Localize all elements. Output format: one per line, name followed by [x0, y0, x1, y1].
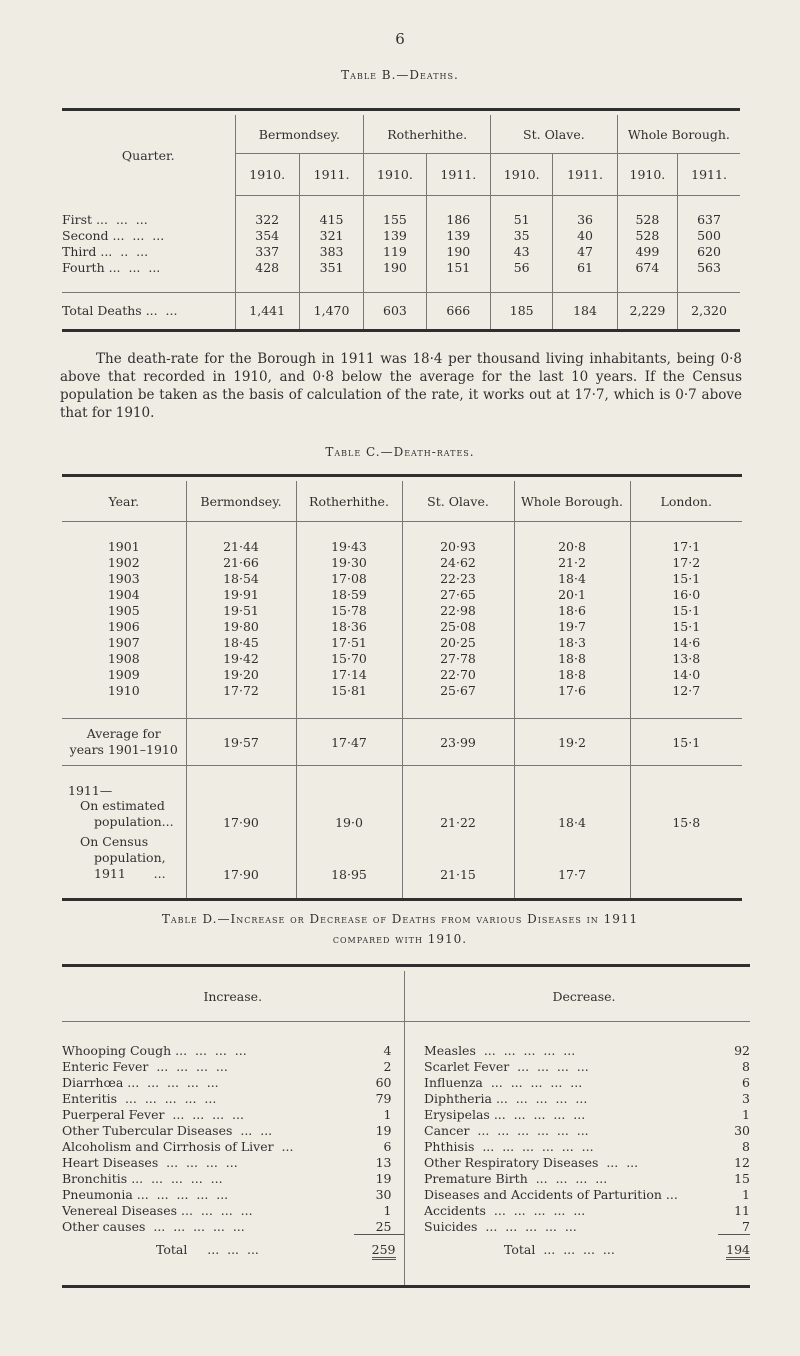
year-header: 1911. [426, 154, 490, 195]
cell: 15·78 [296, 602, 402, 618]
cell: 499 [617, 244, 677, 260]
disease-value: 6 [742, 1074, 750, 1090]
year-header: 1910. [491, 154, 553, 195]
column-header: Whole Borough. [514, 481, 630, 522]
cell: 12·7 [630, 682, 742, 698]
year-cell: 1909 [107, 666, 140, 682]
disease-value: 8 [742, 1058, 750, 1074]
table-row: Bronchitis ... ... ... ... ... 19 Premature Birth ... ... ... ... 15 [62, 1170, 750, 1186]
column-header: St. Olave. [402, 481, 514, 522]
cell: 22·98 [402, 602, 514, 618]
year-cell: 1904 [107, 586, 140, 602]
disease-value: 1 [742, 1186, 750, 1202]
table-row [62, 682, 742, 698]
table-c [62, 474, 742, 903]
cell: 563 [678, 260, 740, 276]
disease-value: 4 [383, 1042, 392, 1058]
cell: 15·8 [630, 798, 742, 830]
cell: 500 [678, 228, 740, 244]
cell: 428 [235, 260, 299, 276]
table-row: Puerperal Fever ... ... ... ... 1 Erysipelas ... ... ... ... ... 1 [62, 1106, 750, 1122]
total-cell: 2,320 [678, 292, 740, 330]
district-header: Whole Borough. [617, 115, 740, 154]
table-row: Fourth ... ... ... 428 351 190 151 56 61 674 563 [62, 260, 740, 276]
disease-value: 8 [742, 1138, 750, 1154]
table-row [62, 570, 742, 586]
cell: 18·6 [514, 602, 630, 618]
cell: 17·2 [630, 554, 742, 570]
death-rate-paragraph: The death-rate for the Borough in 1911 was 18·4 per thousand living inhabitants, being 0·8 above that recorded in 1910, and 0·8 below the average for the last 10 years. If the Census population be taken as the basis of calculation of the rate, it works out at 17·7, which is 0·7 above that for 1910. [60, 351, 742, 421]
decrease-header: Decrease. [418, 971, 750, 1022]
total-row: Total ... ... ... 259 Total ... ... ... ... 194 [62, 1235, 750, 1265]
cell: 56 [491, 260, 553, 276]
disease-label: Alcoholism and Cirrhosis of Liver [62, 1138, 274, 1154]
increase-header: Increase. [62, 971, 404, 1022]
table-row: First ... ... ... 322 415 155 186 51 36 528 637 [62, 212, 740, 228]
year-header: 1911. [553, 154, 617, 195]
cell: 16·0 [630, 586, 742, 602]
disease-label: Premature Birth [424, 1170, 528, 1186]
disease-value: 19 [375, 1122, 392, 1138]
cell: 27·78 [402, 650, 514, 666]
district-header: Rotherhithe. [364, 115, 491, 154]
cell: 190 [426, 244, 490, 260]
disease-value: 1 [742, 1106, 750, 1122]
table-row: Whooping Cough ... ... ... ... 4 Measles ... ... ... ... ... 92 [62, 1042, 750, 1058]
table-b [62, 108, 740, 334]
cell: 22·70 [402, 666, 514, 682]
cell: 19·43 [296, 538, 402, 554]
cell: 18·4 [514, 798, 630, 830]
cell: 18·4 [514, 570, 630, 586]
total-cell: 184 [553, 292, 617, 330]
disease-value: 1 [383, 1106, 392, 1122]
disease-label: Measles [424, 1042, 476, 1058]
cell: 17·7 [514, 830, 630, 882]
cell: 25·08 [402, 618, 514, 634]
total-cell: 1,441 [235, 292, 299, 330]
cell: 17·1 [630, 538, 742, 554]
cell: 20·1 [514, 586, 630, 602]
district-header: St. Olave. [491, 115, 618, 154]
table-row: Other Tubercular Diseases ... ... 19 Cancer ... ... ... ... ... ... 30 [62, 1122, 750, 1138]
estimated-label: On estimated [80, 798, 165, 813]
cell: 21·2 [514, 554, 630, 570]
year-cell: 1910 [107, 682, 140, 698]
total-label: Total [504, 1242, 536, 1257]
cell: 18·36 [296, 618, 402, 634]
disease-value: 12 [734, 1154, 750, 1170]
cell: 15·1 [630, 618, 742, 634]
cell: 151 [426, 260, 490, 276]
disease-label: Venereal Diseases [62, 1202, 178, 1218]
year-cell: 1902 [107, 554, 140, 570]
cell: 155 [364, 212, 426, 228]
disease-label: Other Respiratory Diseases [424, 1154, 599, 1170]
disease-label: Pneumonia [62, 1186, 133, 1202]
cell: 36 [553, 212, 617, 228]
table-row [62, 554, 742, 570]
cell: 19·2 [514, 719, 630, 766]
year-header: Year. [62, 481, 186, 522]
table-row [62, 538, 742, 554]
disease-label: Whooping Cough [62, 1042, 172, 1058]
cell: 47 [553, 244, 617, 260]
cell: 20·25 [402, 634, 514, 650]
disease-label: Heart Diseases [62, 1154, 159, 1170]
table-c-title: Table C.—Death-rates. [325, 445, 475, 459]
cell: 18·54 [186, 570, 296, 586]
year-cell: 1906 [107, 618, 140, 634]
disease-value: 11 [734, 1202, 750, 1218]
cell: 354 [235, 228, 299, 244]
total-cell: 1,470 [299, 292, 363, 330]
cell: 19·51 [186, 602, 296, 618]
census-row: On Census population, 1911 ... 17·90 18·95 21·15 17·7 [62, 830, 742, 882]
disease-label: Accidents [424, 1202, 486, 1218]
disease-value: 79 [375, 1090, 392, 1106]
cell: 139 [426, 228, 490, 244]
cell: 17·14 [296, 666, 402, 682]
census-label: population, [94, 850, 166, 865]
table-row: Second ... ... ... 354 321 139 139 35 40 528 500 [62, 228, 740, 244]
table-row: Alcoholism and Cirrhosis of Liver ... 6 Phthisis ... ... ... ... ... ... 8 [62, 1138, 750, 1154]
disease-value: 1 [383, 1202, 392, 1218]
cell: 18·8 [514, 650, 630, 666]
cell: 18·3 [514, 634, 630, 650]
disease-value: 15 [734, 1170, 750, 1186]
cell: 415 [299, 212, 363, 228]
disease-label: Erysipelas [424, 1106, 490, 1122]
cell: 21·44 [186, 538, 296, 554]
cell: 21·66 [186, 554, 296, 570]
disease-label: Enteritis [62, 1090, 118, 1106]
quarter-label: Third [62, 244, 97, 259]
disease-value: 92 [734, 1042, 750, 1058]
cell: 35 [491, 228, 553, 244]
cell: 17·6 [514, 682, 630, 698]
cell: 15·70 [296, 650, 402, 666]
cell: 43 [491, 244, 553, 260]
disease-label: Suicides [424, 1218, 478, 1234]
total-cell: 603 [364, 292, 426, 330]
disease-label: Phthisis [424, 1138, 475, 1154]
cell: 18·8 [514, 666, 630, 682]
total-label: Total Deaths [62, 303, 142, 318]
cell: 637 [678, 212, 740, 228]
cell: 19·80 [186, 618, 296, 634]
disease-value: 30 [375, 1186, 392, 1202]
cell: 17·51 [296, 634, 402, 650]
cell: 19·91 [186, 586, 296, 602]
cell: 19·57 [186, 719, 296, 766]
disease-label: Bronchitis [62, 1170, 128, 1186]
cell: 19·42 [186, 650, 296, 666]
average-label: Average for [86, 726, 161, 741]
table-row: Other causes ... ... ... ... ... 25 Suicides ... ... ... ... ... 7 [62, 1218, 750, 1234]
total-row: Total Deaths ... ... 1,441 1,470 603 666 185 184 2,229 2,320 [62, 292, 740, 330]
average-label: years 1901–1910 [69, 742, 178, 757]
cell: 17·08 [296, 570, 402, 586]
cell: 119 [364, 244, 426, 260]
cell: 674 [617, 260, 677, 276]
estimated-row [62, 798, 742, 830]
cell: 18·95 [296, 830, 402, 882]
cell: 15·1 [630, 719, 742, 766]
cell: 40 [553, 228, 617, 244]
table-row [62, 618, 742, 634]
year-header: 1911. [678, 154, 740, 195]
cell: 19·30 [296, 554, 402, 570]
table-d-title: Table D.—Increase or Decrease of Deaths from various Diseases in 1911 [161, 912, 639, 926]
table-row [62, 650, 742, 666]
disease-label: Puerperal Fever [62, 1106, 165, 1122]
table-row: Pneumonia ... ... ... ... ... 30 Diseases and Accidents of Parturition ... 1 [62, 1186, 750, 1202]
cell: 20·8 [514, 538, 630, 554]
disease-label: Other Tubercular Diseases [62, 1122, 233, 1138]
cell: 20·93 [402, 538, 514, 554]
cell: 322 [235, 212, 299, 228]
table-row: Heart Diseases ... ... ... ... 13 Other Respiratory Diseases ... ... 12 [62, 1154, 750, 1170]
cell: 25·67 [402, 682, 514, 698]
disease-value: 3 [742, 1090, 750, 1106]
census-label: On Census [80, 834, 149, 849]
quarter-label: Fourth [62, 260, 105, 275]
year-cell: 1901 [107, 538, 140, 554]
column-header: Rotherhithe. [296, 481, 402, 522]
column-header: Bermondsey. [186, 481, 296, 522]
disease-value: 13 [375, 1154, 392, 1170]
disease-label: Influenza [424, 1074, 483, 1090]
quarter-header: Quarter. [121, 147, 175, 163]
table-d [62, 964, 750, 1290]
cell: 139 [364, 228, 426, 244]
year-header: 1910. [364, 154, 426, 195]
disease-label: Diphtheria [424, 1090, 492, 1106]
year-cell: 1905 [107, 602, 140, 618]
cell: 17·90 [186, 798, 296, 830]
year-1911-label: 1911— [68, 782, 113, 798]
disease-value: 30 [734, 1122, 750, 1138]
cell: 351 [299, 260, 363, 276]
cell: 19·20 [186, 666, 296, 682]
cell: 18·59 [296, 586, 402, 602]
year-header: 1910. [617, 154, 677, 195]
table-row [62, 602, 742, 618]
estimated-label: population... [94, 814, 174, 829]
disease-value: 7 [742, 1218, 750, 1234]
cell: 14·0 [630, 666, 742, 682]
disease-label: Other causes [62, 1218, 146, 1234]
cell: 321 [299, 228, 363, 244]
total-cell: 185 [491, 292, 553, 330]
year-header: 1910. [235, 154, 299, 195]
cell: 190 [364, 260, 426, 276]
cell: 620 [678, 244, 740, 260]
table-d-subtitle: compared with 1910. [332, 932, 468, 946]
disease-value: 60 [375, 1074, 392, 1090]
census-label: 1911 [94, 866, 126, 881]
cell: 14·6 [630, 634, 742, 650]
table-b-title: Table B.—Deaths. [341, 68, 459, 82]
total-label: Total [156, 1242, 188, 1257]
table-row: Third ... .. ... 337 383 119 190 43 47 499 620 [62, 244, 740, 260]
cell: 337 [235, 244, 299, 260]
disease-value: 19 [375, 1170, 392, 1186]
cell: 61 [553, 260, 617, 276]
table-row: Enteritis ... ... ... ... ... 79 Diphtheria ... ... ... ... ... 3 [62, 1090, 750, 1106]
quarter-label: Second [62, 228, 109, 243]
total-cell: 666 [426, 292, 490, 330]
cell: 528 [617, 228, 677, 244]
quarter-label: First [62, 212, 93, 227]
cell: 18·45 [186, 634, 296, 650]
cell: 51 [491, 212, 553, 228]
disease-value: 6 [383, 1138, 392, 1154]
year-cell: 1903 [107, 570, 140, 586]
cell: 22·23 [402, 570, 514, 586]
district-header: Bermondsey. [235, 115, 364, 154]
total-value: 259 [372, 1242, 396, 1260]
column-header: London. [630, 481, 742, 522]
disease-value: 2 [383, 1058, 392, 1074]
disease-label: Scarlet Fever [424, 1058, 510, 1074]
cell: 19·7 [514, 618, 630, 634]
cell: 17·90 [186, 830, 296, 882]
disease-label: Enteric Fever [62, 1058, 149, 1074]
cell: 23·99 [402, 719, 514, 766]
total-cell: 2,229 [617, 292, 677, 330]
cell: 383 [299, 244, 363, 260]
cell: 24·62 [402, 554, 514, 570]
cell: 528 [617, 212, 677, 228]
year-cell: 1908 [107, 650, 140, 666]
table-row [62, 586, 742, 602]
cell: 21·22 [402, 798, 514, 830]
disease-label: Diseases and Accidents of Parturition [424, 1186, 662, 1202]
cell: 17·47 [296, 719, 402, 766]
disease-label: Diarrhœa [62, 1074, 124, 1090]
cell: 15·81 [296, 682, 402, 698]
cell: 15·1 [630, 602, 742, 618]
average-row [62, 719, 742, 766]
disease-label: Cancer [424, 1122, 470, 1138]
table-row [62, 634, 742, 650]
cell: 27·65 [402, 586, 514, 602]
cell: 15·1 [630, 570, 742, 586]
table-row: Diarrhœa ... ... ... ... ... 60 Influenza ... ... ... ... ... 6 [62, 1074, 750, 1090]
cell: 186 [426, 212, 490, 228]
cell: 13·8 [630, 650, 742, 666]
table-row: Enteric Fever ... ... ... ... 2 Scarlet Fever ... ... ... ... 8 [62, 1058, 750, 1074]
table-row [62, 666, 742, 682]
year-header: 1911. [299, 154, 363, 195]
cell: 17·72 [186, 682, 296, 698]
disease-value: 25 [375, 1218, 392, 1234]
cell: 19·0 [296, 798, 402, 830]
page-number: 6 [395, 30, 405, 48]
cell: 21·15 [402, 830, 514, 882]
year-cell: 1907 [107, 634, 140, 650]
total-value: 194 [726, 1242, 750, 1260]
table-row: Venereal Diseases ... ... ... ... 1 Accidents ... ... ... ... ... 11 [62, 1202, 750, 1218]
